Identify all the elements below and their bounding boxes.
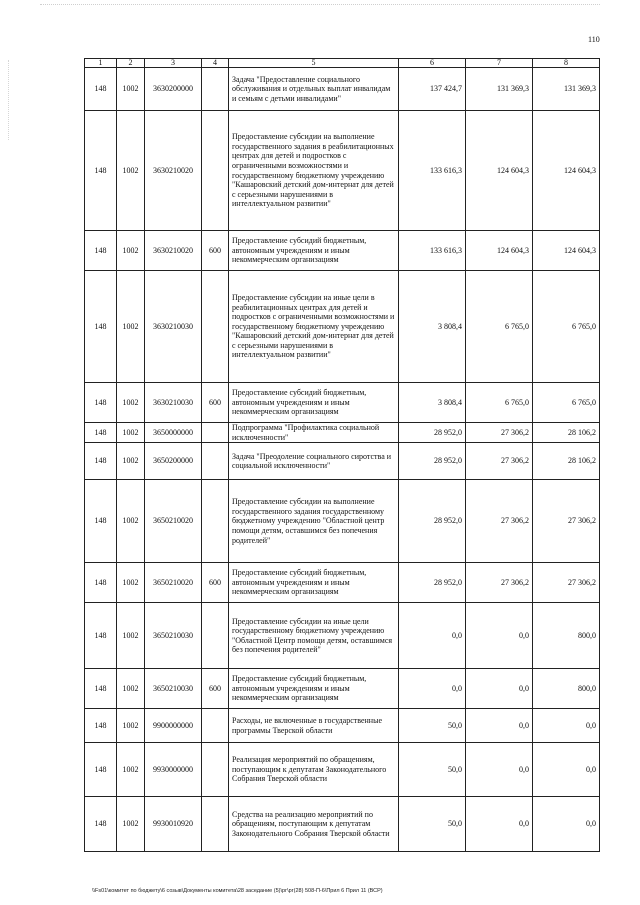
cell-section-code: 1002	[117, 383, 145, 423]
cell-amount-year1: 28 952,0	[399, 443, 466, 480]
table-row	[85, 68, 600, 111]
header-col-8: 8	[533, 59, 600, 68]
cell-section-code: 1002	[117, 669, 145, 709]
table-row	[85, 383, 600, 423]
header-col-3: 3	[145, 59, 202, 68]
header-col-1: 1	[85, 59, 117, 68]
cell-admin-code: 148	[85, 423, 117, 443]
table-row	[85, 743, 600, 797]
cell-amount-year1: 28 952,0	[399, 423, 466, 443]
header-col-4: 4	[202, 59, 229, 68]
scan-artifact-left	[8, 60, 10, 140]
cell-description: Предоставление субсидии на выполнение государственного задания в реабилитационных центрах для детей и подростков с ограниченными возможностями и государственному бюджетному учреждению "Кашаровский детский дом-интернат для детей с серьезными нарушениями в интеллектуальном развитии"	[229, 111, 399, 231]
table-row	[85, 603, 600, 669]
cell-expense-type: 600	[202, 231, 229, 271]
cell-admin-code: 148	[85, 743, 117, 797]
cell-expense-type	[202, 271, 229, 383]
cell-expense-type: 600	[202, 669, 229, 709]
page-number: 110	[588, 35, 600, 44]
cell-description: Предоставление субсидий бюджетным, автономным учреждениям и иным некоммерческим организациям	[229, 231, 399, 271]
cell-amount-year3: 800,0	[533, 669, 600, 709]
table-header-row	[85, 59, 600, 68]
header-col-6: 6	[399, 59, 466, 68]
scan-artifact-top	[40, 4, 600, 7]
cell-admin-code: 148	[85, 231, 117, 271]
cell-amount-year3: 28 106,2	[533, 443, 600, 480]
cell-section-code: 1002	[117, 68, 145, 111]
cell-target-article: 3630210020	[145, 231, 202, 271]
cell-description: Предоставление субсидий бюджетным, автономным учреждениям и иным некоммерческим организациям	[229, 383, 399, 423]
cell-section-code: 1002	[117, 423, 145, 443]
cell-amount-year3: 28 106,2	[533, 423, 600, 443]
cell-section-code: 1002	[117, 563, 145, 603]
cell-amount-year2: 124 604,3	[466, 231, 533, 271]
cell-target-article: 3650200000	[145, 443, 202, 480]
cell-admin-code: 148	[85, 68, 117, 111]
cell-expense-type	[202, 111, 229, 231]
cell-target-article: 9930000000	[145, 743, 202, 797]
cell-amount-year2: 0,0	[466, 709, 533, 743]
table-row	[85, 709, 600, 743]
cell-amount-year3: 0,0	[533, 743, 600, 797]
table-row	[85, 231, 600, 271]
table-row	[85, 480, 600, 563]
cell-amount-year3: 27 306,2	[533, 480, 600, 563]
cell-amount-year3: 124 604,3	[533, 111, 600, 231]
cell-admin-code: 148	[85, 111, 117, 231]
cell-amount-year2: 124 604,3	[466, 111, 533, 231]
cell-amount-year1: 28 952,0	[399, 480, 466, 563]
header-col-7: 7	[466, 59, 533, 68]
table-row	[85, 111, 600, 231]
cell-description: Средства на реализацию мероприятий по обращениям, поступающим к депутатам Законодательного Собрания Тверской области	[229, 797, 399, 852]
cell-amount-year1: 0,0	[399, 669, 466, 709]
cell-expense-type	[202, 423, 229, 443]
cell-target-article: 3630210020	[145, 111, 202, 231]
cell-expense-type	[202, 603, 229, 669]
cell-expense-type	[202, 480, 229, 563]
cell-description: Расходы, не включенные в государственные программы Тверской области	[229, 709, 399, 743]
cell-description: Задача "Предоставление социального обслуживания и отдельных выплат инвалидам и семьям с детьми инвалидами"	[229, 68, 399, 111]
cell-expense-type	[202, 709, 229, 743]
cell-description: Предоставление субсидий бюджетным, автономным учреждениям и иным некоммерческим организациям	[229, 669, 399, 709]
cell-amount-year2: 6 765,0	[466, 271, 533, 383]
cell-section-code: 1002	[117, 797, 145, 852]
cell-section-code: 1002	[117, 231, 145, 271]
cell-amount-year1: 133 616,3	[399, 231, 466, 271]
cell-expense-type	[202, 743, 229, 797]
cell-amount-year3: 27 306,2	[533, 563, 600, 603]
table-row	[85, 797, 600, 852]
cell-target-article: 3650000000	[145, 423, 202, 443]
cell-amount-year1: 50,0	[399, 709, 466, 743]
table-row	[85, 669, 600, 709]
cell-amount-year2: 27 306,2	[466, 443, 533, 480]
cell-description: Задача "Преодоление социального сиротства и социальной исключенности"	[229, 443, 399, 480]
budget-table	[84, 58, 600, 852]
cell-section-code: 1002	[117, 603, 145, 669]
cell-amount-year1: 50,0	[399, 743, 466, 797]
cell-amount-year2: 6 765,0	[466, 383, 533, 423]
cell-section-code: 1002	[117, 271, 145, 383]
footer-file-path: \\Fs01\комитет по бюджету\6 созыв\Документы комитета\28 заседание (5)\рг\рг(28) 508-П-6\Прил 6 Прил 11 (ВСР)	[92, 888, 383, 894]
cell-amount-year2: 27 306,2	[466, 480, 533, 563]
cell-amount-year2: 0,0	[466, 603, 533, 669]
cell-target-article: 9900000000	[145, 709, 202, 743]
cell-section-code: 1002	[117, 443, 145, 480]
cell-description: Предоставление субсидий бюджетным, автономным учреждениям и иным некоммерческим организациям	[229, 563, 399, 603]
cell-description: Предоставление субсидии на иные цели государственному бюджетному учреждению "Областной Центр помощи детям, оставшимся без попечения родителей"	[229, 603, 399, 669]
cell-target-article: 3650210020	[145, 480, 202, 563]
cell-amount-year1: 50,0	[399, 797, 466, 852]
cell-amount-year2: 131 369,3	[466, 68, 533, 111]
cell-amount-year1: 133 616,3	[399, 111, 466, 231]
table-row	[85, 443, 600, 480]
cell-target-article: 3630200000	[145, 68, 202, 111]
cell-admin-code: 148	[85, 271, 117, 383]
cell-amount-year1: 3 808,4	[399, 271, 466, 383]
cell-amount-year3: 800,0	[533, 603, 600, 669]
cell-admin-code: 148	[85, 383, 117, 423]
cell-amount-year3: 6 765,0	[533, 271, 600, 383]
cell-admin-code: 148	[85, 709, 117, 743]
cell-target-article: 3650210020	[145, 563, 202, 603]
cell-admin-code: 148	[85, 443, 117, 480]
table-row	[85, 271, 600, 383]
cell-admin-code: 148	[85, 603, 117, 669]
cell-target-article: 3630210030	[145, 271, 202, 383]
table-row	[85, 423, 600, 443]
cell-admin-code: 148	[85, 563, 117, 603]
cell-amount-year2: 0,0	[466, 743, 533, 797]
cell-target-article: 3650210030	[145, 603, 202, 669]
cell-amount-year3: 0,0	[533, 709, 600, 743]
cell-target-article: 9930010920	[145, 797, 202, 852]
cell-section-code: 1002	[117, 743, 145, 797]
cell-amount-year1: 28 952,0	[399, 563, 466, 603]
cell-expense-type: 600	[202, 383, 229, 423]
cell-expense-type	[202, 443, 229, 480]
cell-amount-year2: 0,0	[466, 797, 533, 852]
header-col-5: 5	[229, 59, 399, 68]
cell-section-code: 1002	[117, 480, 145, 563]
cell-amount-year3: 6 765,0	[533, 383, 600, 423]
cell-target-article: 3630210030	[145, 383, 202, 423]
cell-expense-type: 600	[202, 563, 229, 603]
cell-amount-year1: 137 424,7	[399, 68, 466, 111]
table-row	[85, 563, 600, 603]
cell-description: Предоставление субсидии на выполнение государственного задания государственному бюджетному учреждению "Областной центр помощи детям, оставшимся без попечения родителей"	[229, 480, 399, 563]
cell-section-code: 1002	[117, 709, 145, 743]
cell-admin-code: 148	[85, 480, 117, 563]
cell-admin-code: 148	[85, 797, 117, 852]
cell-amount-year3: 124 604,3	[533, 231, 600, 271]
cell-expense-type	[202, 68, 229, 111]
cell-description: Предоставление субсидии на иные цели в реабилитационных центрах для детей и подростков с ограниченными возможностями и государственному бюджетному учреждению "Кашаровский детский дом-интернат для детей с серьезными нарушениями в интеллектуальном развитии"	[229, 271, 399, 383]
cell-amount-year1: 3 808,4	[399, 383, 466, 423]
cell-amount-year2: 27 306,2	[466, 563, 533, 603]
cell-amount-year3: 131 369,3	[533, 68, 600, 111]
cell-description: Подпрограмма "Профилактика социальной исключенности"	[229, 423, 399, 443]
cell-amount-year1: 0,0	[399, 603, 466, 669]
cell-section-code: 1002	[117, 111, 145, 231]
cell-amount-year3: 0,0	[533, 797, 600, 852]
cell-description: Реализация мероприятий по обращениям, поступающим к депутатам Законодательного Собрания Тверской области	[229, 743, 399, 797]
cell-amount-year2: 0,0	[466, 669, 533, 709]
cell-admin-code: 148	[85, 669, 117, 709]
cell-expense-type	[202, 797, 229, 852]
header-col-2: 2	[117, 59, 145, 68]
cell-target-article: 3650210030	[145, 669, 202, 709]
cell-amount-year2: 27 306,2	[466, 423, 533, 443]
